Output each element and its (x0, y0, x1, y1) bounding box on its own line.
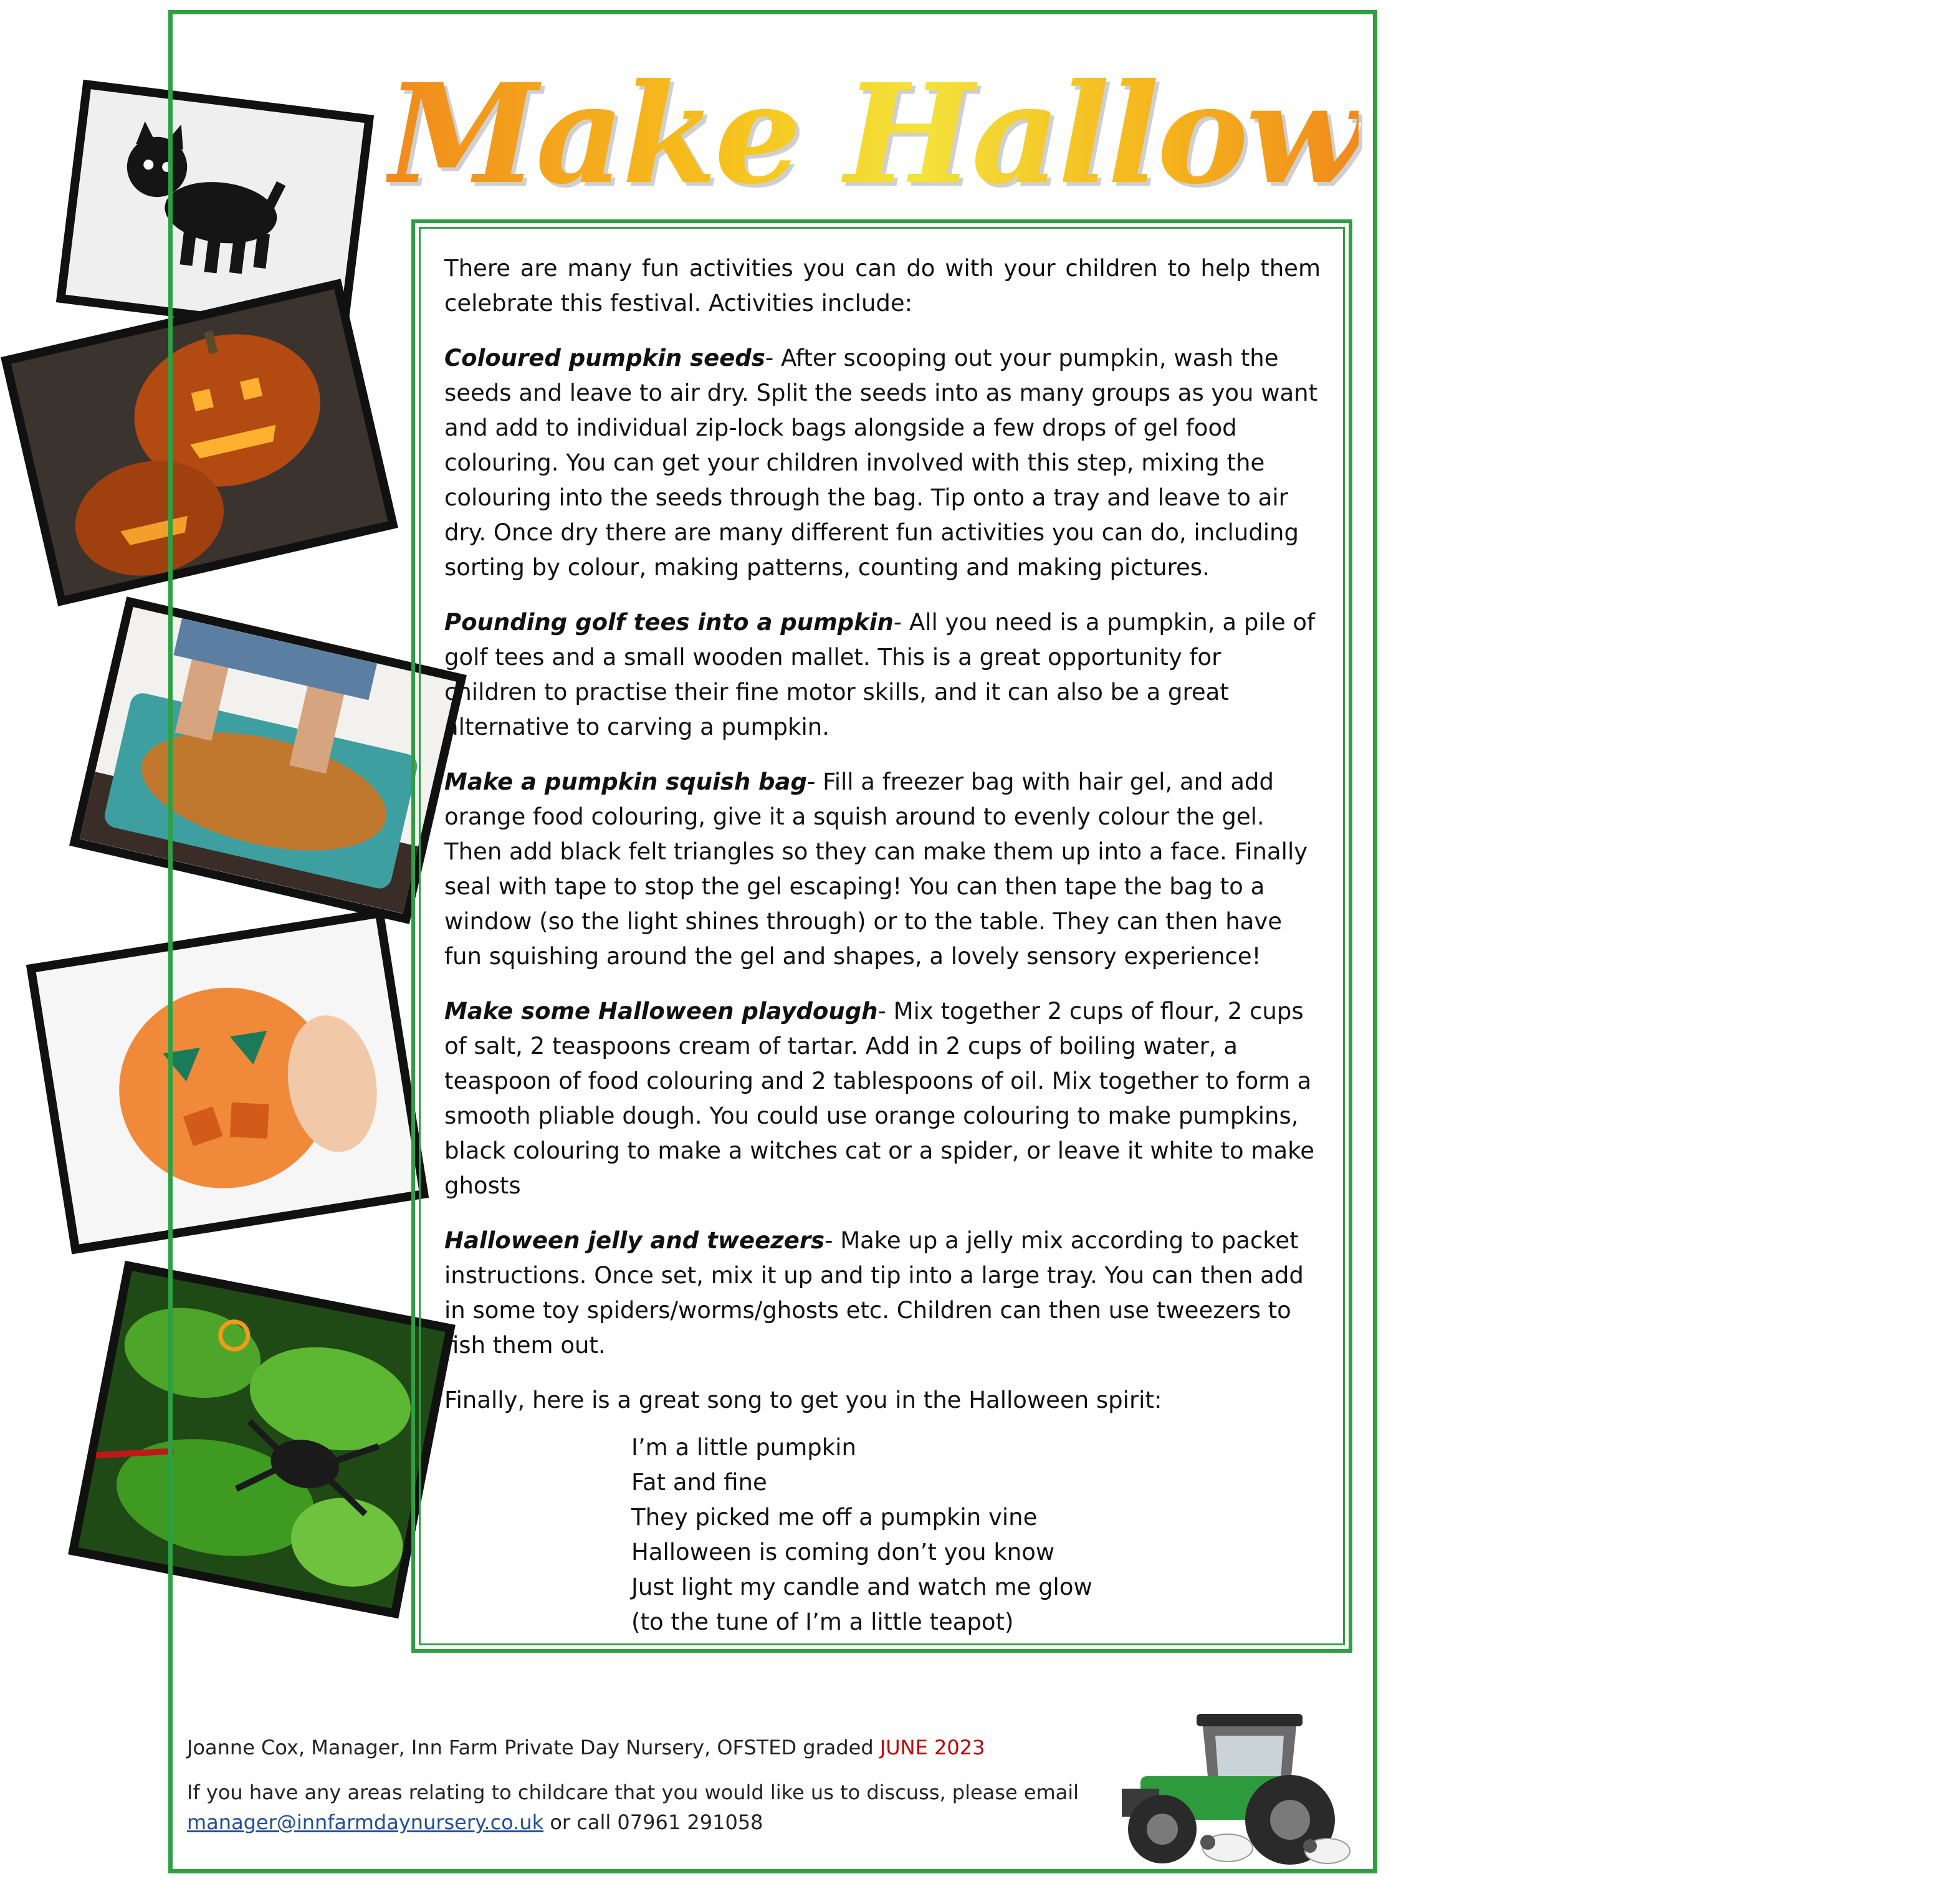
intro-paragraph: There are many fun activities you can do with your children to help them celebrate this festival. Activities include: (444, 255, 1321, 317)
activity-heading: Coloured pumpkin seeds (444, 345, 765, 371)
activity-heading: Halloween jelly and tweezers (444, 1227, 825, 1254)
activity-paragraph (444, 341, 1321, 585)
footer-contact: If you have any areas relating to childcare that you would like us to discuss, please email (187, 1781, 1079, 1804)
activity-heading: Pounding golf tees into a pumpkin (444, 609, 894, 636)
content-panel (411, 219, 1352, 1653)
content-panel-inner (419, 227, 1345, 1645)
activity-paragraph (444, 994, 1321, 1203)
song-lyrics (631, 1430, 1321, 1640)
song-line: Just light my candle and watch me glow (631, 1574, 1092, 1600)
song-line: Halloween is coming don’t you know (631, 1539, 1055, 1566)
activity-heading: Make a pumpkin squish bag (444, 768, 807, 795)
activity-text: - Mix together 2 cups of flour, 2 cups of salt, 2 teaspoons cream of tartar. Add in 2 cups of boiling water, a teaspoon of food colouring and 2 tablespoons of oil. Mix together to form a smooth pliable dough. You could use orange colouring to make pumpkins, black colouring to make a witches cat or a spider, or leave it white to make ghosts (444, 998, 1315, 1199)
activity-heading: Make some Halloween playdough (444, 998, 878, 1025)
phone-text: or call 07961 291058 (543, 1810, 763, 1834)
graded-date: JUNE 2023 (879, 1736, 985, 1759)
song-intro: Finally, here is a great song to get you in the Halloween spirit: (444, 1387, 1162, 1413)
footer-contact-line (187, 1807, 1122, 1837)
song-line: I’m a little pumpkin (631, 1434, 856, 1461)
email-link[interactable]: manager@innfarmdaynursery.co.uk (187, 1810, 544, 1834)
tractor-icon (1103, 1701, 1352, 1870)
song-line: Fat and fine (631, 1469, 767, 1496)
footer (187, 1733, 1122, 1837)
activity-text: - Fill a freezer bag with hair gel, and add orange food colouring, give it a squish around to evenly colour the gel. Then add black felt triangles so they can make them up into a face. Finally seal with tape to stop the gel escaping! You can then tape the bag to a window (so the light shines through) or to the table. They can then have fun squishing around the gel and shapes, a lovely sensory experience! (444, 768, 1308, 970)
activity-text: - Make up a jelly mix according to packet instructions. Once set, mix it up and tip into a large tray. You can then add in some toy spiders/worms/ghosts etc. Children can then use tweezers to fish them out. (444, 1227, 1304, 1359)
song-line: (to the tune of I’m a little teapot) (631, 1609, 1014, 1635)
footer-signature (187, 1733, 1122, 1762)
activity-paragraph (444, 765, 1321, 974)
song-line: They picked me off a pumpkin vine (631, 1504, 1038, 1531)
activity-text: - All you need is a pumpkin, a pile of golf tees and a small wooden mallet. This is a great opportunity for children to practise their fine motor skills, and it can also be a great alternative to carving a pumpkin. (444, 609, 1316, 740)
signature-text: Joanne Cox, Manager, Inn Farm Private Day Nursery, OFSTED graded (187, 1736, 880, 1759)
activity-paragraph (444, 605, 1321, 745)
page-title: Make Halloween Fun (386, 50, 1359, 218)
activity-paragraph (444, 1223, 1321, 1363)
activity-text: - After scooping out your pumpkin, wash the seeds and leave to air dry. Split the seeds into as many groups as you want and add to individual zip-lock bags alongside a few drops of gel food colouring. You can get your children involved with this step, mixing the colouring into the seeds through the bag. Tip onto a tray and leave to air dry. Once dry there are many different fun activities you can do, including sorting by colour, making patterns, counting and making pictures. (444, 345, 1318, 581)
